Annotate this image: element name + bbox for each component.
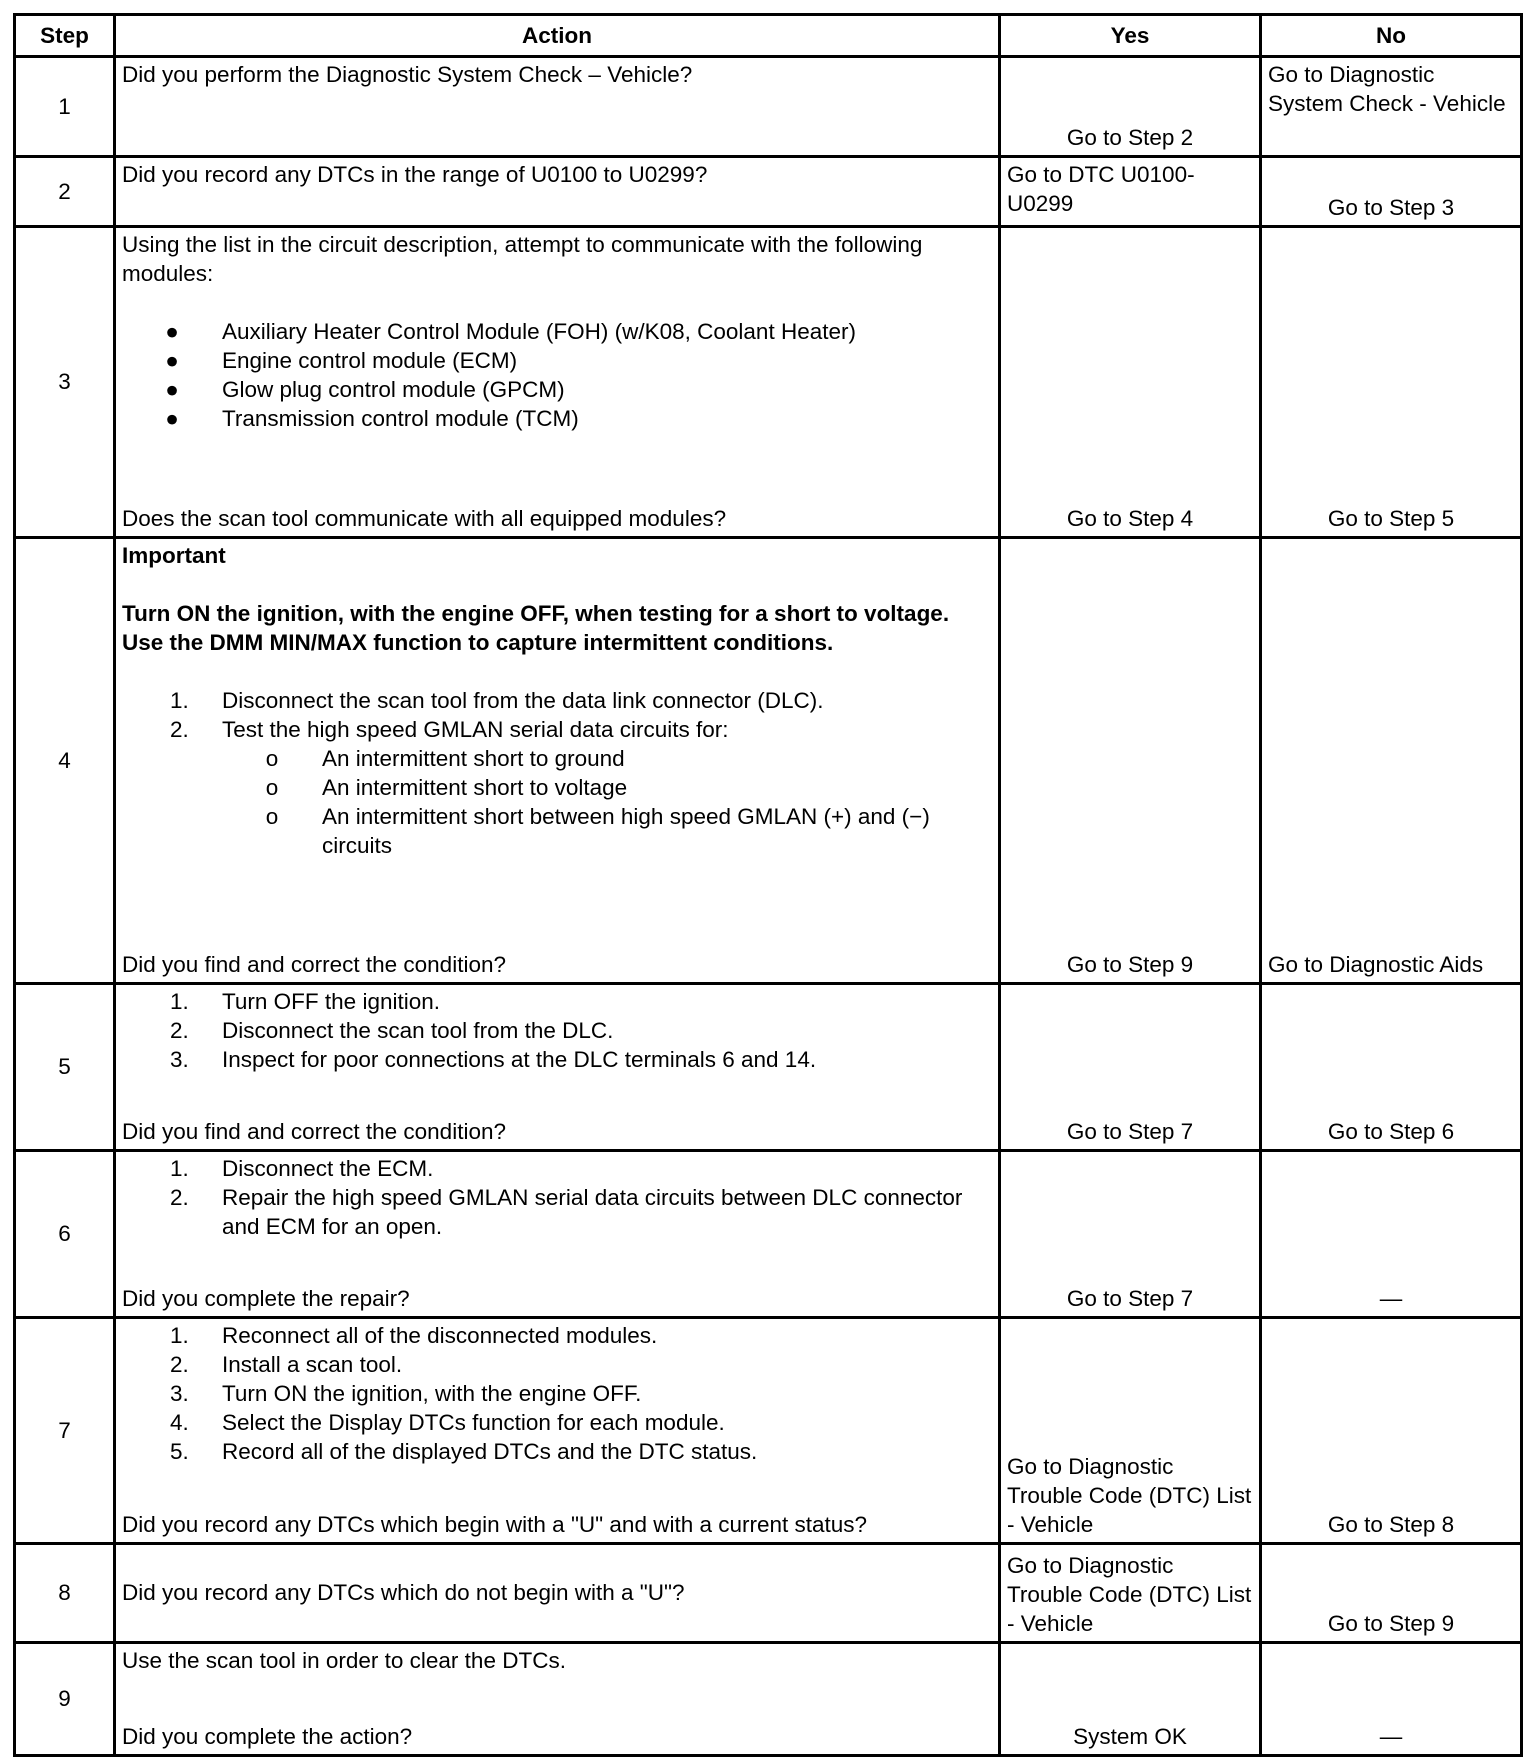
step-number: 8 xyxy=(15,1544,115,1643)
list-item: 3. Turn ON the ignition, with the engine OFF. xyxy=(170,1381,642,1406)
list-item: 3. Inspect for poor connections at the DLC terminals 6 and 14. xyxy=(170,1047,817,1072)
diagnostic-table xyxy=(13,13,1523,1757)
yes-cell: Go to Step 7 xyxy=(1000,1151,1261,1318)
list-item: 2. Test the high speed GMLAN serial data circuits for: xyxy=(170,717,729,742)
step-number: 1 xyxy=(15,57,115,157)
no-cell: Go to Step 5 xyxy=(1261,227,1522,538)
table-row xyxy=(15,984,1522,1151)
no-cell: Go to Step 9 xyxy=(1261,1544,1522,1643)
sub-list-item: o An intermittent short to ground xyxy=(265,746,625,771)
list-item: 1. Turn OFF the ignition. xyxy=(170,989,441,1014)
table-row xyxy=(15,1318,1522,1544)
action-question: Did you complete the action? xyxy=(122,1724,413,1749)
list-item: ● Transmission control module (TCM) xyxy=(165,406,579,431)
step-number: 5 xyxy=(15,984,115,1151)
yes-cell: Go to Step 2 xyxy=(1000,57,1261,157)
no-cell: Go to Step 8 xyxy=(1261,1318,1522,1544)
step-number: 4 xyxy=(15,538,115,984)
no-cell: Go to Step 6 xyxy=(1261,984,1522,1151)
table-row xyxy=(15,57,1522,157)
no-cell: — xyxy=(1261,1151,1522,1318)
warning-text: Turn ON the ignition, with the engine OFF, when testing for a short to voltage. Use the DMM MIN/MAX function to capture intermittent conditions. xyxy=(122,601,950,655)
yes-cell: Go to Diagnostic Trouble Code (DTC) List - Vehicle xyxy=(1000,1544,1261,1643)
no-cell: Go to Step 3 xyxy=(1261,157,1522,227)
yes-cell: Go to Diagnostic Trouble Code (DTC) List - Vehicle xyxy=(1000,1318,1261,1544)
sub-list-item: o An intermittent short between high speed GMLAN (+) and (−) circuits xyxy=(265,804,930,858)
list-item: 2. Install a scan tool. xyxy=(170,1352,403,1377)
list-item: ● Engine control module (ECM) xyxy=(165,348,518,373)
action-intro: Using the list in the circuit description, attempt to communicate with the following modules: xyxy=(122,232,923,286)
sub-list-item: o An intermittent short to voltage xyxy=(265,775,628,800)
action-cell xyxy=(115,984,1000,1151)
action-cell: Did you record any DTCs which do not begin with a "U"? xyxy=(115,1544,1000,1643)
table-row xyxy=(15,1544,1522,1643)
action-question: Does the scan tool communicate with all equipped modules? xyxy=(122,506,727,531)
action-cell: Did you record any DTCs in the range of U0100 to U0299? xyxy=(115,157,1000,227)
action-cell xyxy=(115,227,1000,538)
table-row xyxy=(15,1643,1522,1756)
no-cell: — xyxy=(1261,1643,1522,1756)
important-label: Important xyxy=(122,543,226,568)
yes-cell: Go to Step 7 xyxy=(1000,984,1261,1151)
action-cell xyxy=(115,1643,1000,1756)
yes-cell: Go to DTC U0100-U0299 xyxy=(1000,157,1261,227)
list-item: 5. Record all of the displayed DTCs and the DTC status. xyxy=(170,1439,758,1464)
list-item: ● Auxiliary Heater Control Module (FOH) (w/K08, Coolant Heater) xyxy=(165,319,856,344)
no-cell: Go to Diagnostic Aids xyxy=(1261,538,1522,984)
header-action: Action xyxy=(115,15,1000,57)
table-row xyxy=(15,538,1522,984)
table-row xyxy=(15,157,1522,227)
yes-cell: Go to Step 9 xyxy=(1000,538,1261,984)
action-question: Did you find and correct the condition? xyxy=(122,1119,506,1144)
list-item: 4. Select the Display DTCs function for each module. xyxy=(170,1410,725,1435)
list-item: 2. Disconnect the scan tool from the DLC. xyxy=(170,1018,614,1043)
yes-cell: Go to Step 4 xyxy=(1000,227,1261,538)
action-question: Did you record any DTCs which begin with a "U" and with a current status? xyxy=(122,1512,868,1537)
action-cell xyxy=(115,538,1000,984)
list-item: 1. Disconnect the ECM. xyxy=(170,1156,434,1181)
yes-cell: System OK xyxy=(1000,1643,1261,1756)
step-number: 2 xyxy=(15,157,115,227)
step-number: 6 xyxy=(15,1151,115,1318)
list-item: 2. Repair the high speed GMLAN serial data circuits between DLC connector and ECM for an open. xyxy=(170,1185,963,1239)
list-item: ● Glow plug control module (GPCM) xyxy=(165,377,565,402)
list-item: 1. Reconnect all of the disconnected modules. xyxy=(170,1323,658,1348)
action-cell: Did you perform the Diagnostic System Check – Vehicle? xyxy=(115,57,1000,157)
header-step: Step xyxy=(15,15,115,57)
step-number: 9 xyxy=(15,1643,115,1756)
action-question: Did you complete the repair? xyxy=(122,1286,410,1311)
action-question: Did you find and correct the condition? xyxy=(122,952,506,977)
table-row xyxy=(15,227,1522,538)
table-row xyxy=(15,1151,1522,1318)
header-no: No xyxy=(1261,15,1522,57)
header-yes: Yes xyxy=(1000,15,1261,57)
action-cell xyxy=(115,1151,1000,1318)
list-item: 1. Disconnect the scan tool from the data link connector (DLC). xyxy=(170,688,824,713)
step-number: 3 xyxy=(15,227,115,538)
step-number: 7 xyxy=(15,1318,115,1544)
action-cell xyxy=(115,1318,1000,1544)
action-intro: Use the scan tool in order to clear the DTCs. xyxy=(122,1648,566,1673)
header-row xyxy=(15,15,1522,57)
no-cell: Go to Diagnostic System Check - Vehicle xyxy=(1261,57,1522,157)
